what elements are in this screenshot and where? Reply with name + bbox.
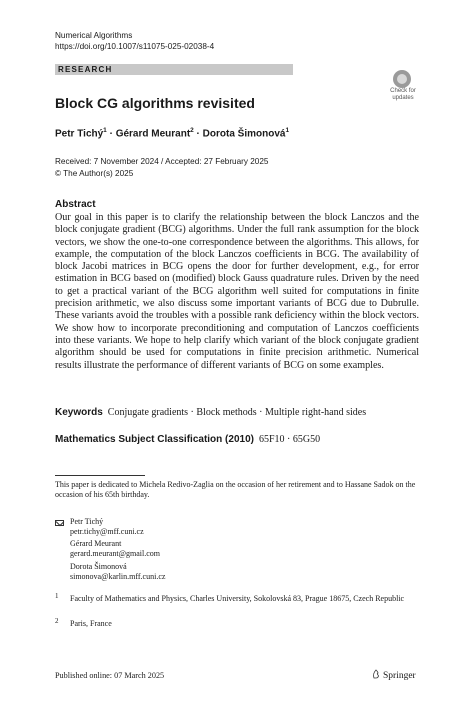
keywords-text: Conjugate gradients · Block methods · Multiple right-hand sides xyxy=(107,407,367,418)
contact-name: Gérard Meurant xyxy=(70,539,122,548)
section-label: RESEARCH xyxy=(55,64,293,75)
contact-name: Petr Tichý xyxy=(70,517,104,526)
author-name[interactable]: Dorota Šimonová xyxy=(202,128,286,140)
author-affiliation-mark: 1 xyxy=(103,127,107,134)
paper-title: Block CG algorithms revisited xyxy=(55,95,255,111)
check-updates-text: Check for updates xyxy=(390,88,416,101)
keywords-label: Keywords xyxy=(55,407,103,418)
abstract-heading: Abstract xyxy=(55,199,96,210)
affiliation-text: Paris, France xyxy=(70,619,112,628)
author-separator: · xyxy=(106,128,116,140)
keywords-line xyxy=(55,407,366,418)
author-separator: · xyxy=(193,128,203,140)
contact-entry xyxy=(70,539,160,559)
check-updates-icon xyxy=(393,70,411,88)
author-list xyxy=(55,127,289,139)
footnote-divider xyxy=(55,475,145,476)
author-affiliation-mark: 2 xyxy=(190,127,194,134)
contact-name: Dorota Šimonová xyxy=(70,562,127,571)
journal-doi-link[interactable]: https://doi.org/10.1007/s11075-025-02038-4 xyxy=(55,42,215,51)
contact-email-link[interactable]: petr.tichy@mff.cuni.cz xyxy=(70,527,144,536)
msc-line xyxy=(55,434,320,445)
published-online-date: Published online: 07 March 2025 xyxy=(55,671,165,680)
author-name[interactable]: Gérard Meurant xyxy=(115,128,191,140)
check-for-updates-badge[interactable] xyxy=(385,70,421,102)
affiliation-text: Faculty of Mathematics and Physics, Charles University, Sokolovská 83, Prague 18675, Czech Republic xyxy=(70,594,405,603)
affiliation-number: 1 xyxy=(55,592,59,600)
article-dates xyxy=(55,156,268,179)
contact-entry xyxy=(70,562,165,582)
msc-label: Mathematics Subject Classification (2010) xyxy=(55,434,254,445)
copyright-line: © The Author(s) 2025 xyxy=(55,168,134,178)
publisher-name: Springer xyxy=(383,671,416,681)
author-name[interactable]: Petr Tichý xyxy=(55,128,104,140)
publisher-logo xyxy=(372,669,416,681)
contact-email-link[interactable]: simonova@karlin.mff.cuni.cz xyxy=(70,572,166,581)
author-affiliation-mark: 1 xyxy=(285,127,290,134)
envelope-icon xyxy=(55,520,64,526)
received-accepted-dates: Received: 7 November 2024 / Accepted: 27 February 2025 xyxy=(55,157,269,166)
affiliation-number: 2 xyxy=(55,617,59,625)
msc-codes: 65F10 · 65G50 xyxy=(258,434,321,445)
contact-entry xyxy=(70,517,144,537)
dedication-footnote: This paper is dedicated to Michela Redivo-Zaglia on the occasion of her retirement and to Hassane Sadok on the occasion of his 65th birthday. xyxy=(55,480,416,499)
journal-header xyxy=(55,30,214,52)
springer-horse-icon xyxy=(372,669,380,679)
journal-name: Numerical Algorithms xyxy=(55,31,133,40)
contact-email-link[interactable]: gerard.meurant@gmail.com xyxy=(70,549,160,558)
abstract-text: Our goal in this paper is to clarify the relationship between the block Lanczos and the block conjugate gradient (BCG) algorithms. Under the full rank assumption for the block vectors, we show the one-to-one correspondence between the algorithms. This allows, for example, the computation of the block Lanczos coefficients in BCG. The availability of block Jacobi matrices in BCG opens the door for further development, e.g., for error estimation in BCG based on (modified) block Gauss quadrature rules. Driven by the need to get a practical variant of the BCG algorithm well suited for computations in finite precision arithmetic, we also discuss some important variants of BCG due to Dubrulle. These variants avoid the troubles with a possible rank deficiency within the block vectors. We show how to incorporate preconditioning and computation of Lanczos coefficients into these variants. We hope to help clarify which variant of the block conjugate gradient algorithm should be used for computations in finite precision arithmetic. Numerical results illustrate the performance of different variants of BCG on some examples. xyxy=(55,212,419,371)
